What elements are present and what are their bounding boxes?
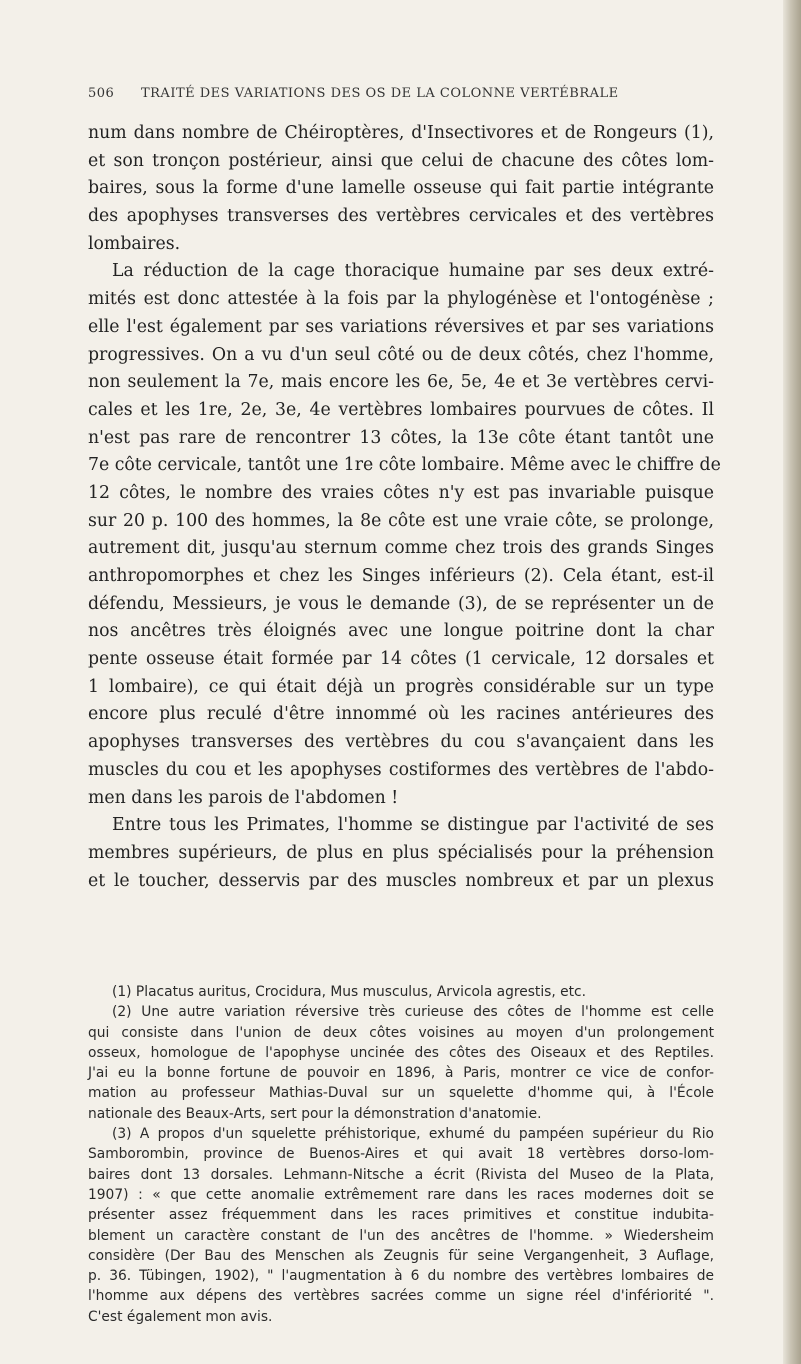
footnote-line: (1) Placatus auritus, Crocidura, Mus musculus, Arvicola agrestis, etc.: [112, 984, 586, 1000]
footnote-line: considère (Der Bau des Menschen als Zeugnis für seine Vergangenheit, 3 Auflage,: [88, 1247, 714, 1264]
text-line: muscles du cou et les apophyses costiformes des vertèbres de l'abdo-: [88, 759, 714, 780]
text-line: lombaires.: [88, 233, 181, 254]
text-line: cales et les 1re, 2e, 3e, 4e vertèbres lombaires pourvues de côtes. Il: [88, 399, 714, 420]
text-line: progressives. On a vu d'un seul côté ou de deux côtés, chez l'homme,: [88, 344, 714, 365]
text-line: défendu, Messieurs, je vous le demande (3), de se représenter un de: [88, 593, 714, 614]
footnotes: [88, 982, 714, 1327]
text-line: non seulement la 7e, mais encore les 6e, 5e, 4e et 3e vertèbres cervi-: [88, 372, 714, 393]
footnote-line: blement un caractère constant de l'un des ancêtres de l'homme. » Wiedersheim: [88, 1227, 714, 1244]
text-line: n'est pas rare de rencontrer 13 côtes, la 13e côte étant tantôt une: [88, 427, 714, 448]
footnote-line: (2) Une autre variation réversive très curieuse des côtes de l'homme est celle: [112, 1004, 714, 1021]
footnote-line: p. 36. Tübingen, 1902), " l'augmentation à 6 du nombre des vertèbres lombaires de: [88, 1268, 714, 1285]
text-line: anthropomorphes et chez les Singes inférieurs (2). Cela étant, est-il: [88, 566, 714, 586]
footnote-line: nationale des Beaux-Arts, sert pour la démonstration d'anatomie.: [88, 1105, 542, 1122]
text-line: encore plus reculé d'être innommé où les racines antérieures des: [88, 704, 714, 725]
footnote-line: 1907) : « que cette anomalie extrêmement rare dans les races modernes doit se: [88, 1186, 714, 1203]
footnote-line: (3) A propos d'un squelette préhistorique, exhumé du pampéen supérieur du Rio: [112, 1126, 714, 1143]
text-line: pente osseuse était formée par 14 côtes (1 cervicale, 12 dorsales et: [88, 649, 714, 670]
footnote-line: l'homme aux dépens des vertèbres sacrées comme un signe réel d'infériorité ".: [88, 1288, 714, 1305]
text-line: baires, sous la forme d'une lamelle osseuse qui fait partie intégrante: [88, 178, 714, 199]
text-line: apophyses transverses des vertèbres du cou s'avançaient dans les: [88, 732, 714, 753]
text-line: 1 lombaire), ce qui était déjà un progrès considérable sur un type: [88, 676, 714, 697]
text-line: et le toucher, desservis par des muscles nombreux et par un plexus: [88, 870, 714, 891]
footnote-line: osseux, homologue de l'apophyse uncinée des côtes des Oiseaux et des Reptiles.: [88, 1044, 714, 1061]
text-line: Entre tous les Primates, l'homme se distingue par l'activité de ses: [112, 815, 714, 836]
running-title: TRAITÉ DES VARIATIONS DES OS DE LA COLONNE VERTÉBRALE: [140, 86, 619, 101]
footnote-line: baires dont 13 dorsales. Lehmann-Nitsche a écrit (Rivista del Museo de la Plata,: [88, 1166, 714, 1183]
text-line: men dans les parois de l'abdomen !: [88, 787, 399, 808]
text-line: elle l'est également par ses variations réversives et par ses variations: [88, 316, 714, 337]
text-line: nos ancêtres très éloignés avec une longue poitrine dont la char: [88, 621, 714, 642]
page-edge: [783, 0, 801, 1364]
text-line: num dans nombre de Chéiroptères, d'Insectivores et de Rongeurs (1),: [88, 123, 714, 143]
footnote-line: mation au professeur Mathias-Duval sur un squelette d'homme qui, à l'École: [88, 1085, 714, 1102]
text-line: autrement dit, jusqu'au sternum comme chez trois des grands Singes: [88, 538, 714, 559]
footnote-line: Samborombin, province de Buenos-Aires et qui avait 18 vertèbres dorso-lom-: [88, 1146, 714, 1163]
text-line: mités est donc attestée à la fois par la phylogénèse et l'ontogénèse ;: [88, 289, 714, 310]
page-number: 506: [88, 86, 115, 101]
footnote-line: C'est également mon avis.: [88, 1308, 273, 1325]
text-line: membres supérieurs, de plus en plus spécialisés pour la préhension: [88, 842, 714, 863]
text-line: 12 côtes, le nombre des vraies côtes n'y est pas invariable puisque: [88, 482, 714, 503]
text-line: La réduction de la cage thoracique humaine par ses deux extré-: [112, 261, 714, 282]
text-line: 7e côte cervicale, tantôt une 1re côte lombaire. Même avec le chiffre de: [88, 455, 721, 476]
main-text: [88, 120, 721, 895]
text-line: sur 20 p. 100 des hommes, la 8e côte est une vraie côte, se prolonge,: [88, 510, 714, 531]
text-line: des apophyses transverses des vertèbres cervicales et des vertèbres: [88, 206, 714, 227]
footnote-line: présenter assez fréquemment dans les races primitives et constitue indubita-: [88, 1207, 714, 1224]
footnote-line: qui consiste dans l'union de deux côtes voisines au moyen d'un prolongement: [88, 1024, 714, 1041]
running-header: [88, 86, 708, 101]
text-line: et son tronçon postérieur, ainsi que celui de chacune des côtes lom-: [88, 150, 714, 171]
footnote-line: J'ai eu la bonne fortune de pouvoir en 1896, à Paris, montrer ce vice de confor-: [88, 1065, 714, 1082]
